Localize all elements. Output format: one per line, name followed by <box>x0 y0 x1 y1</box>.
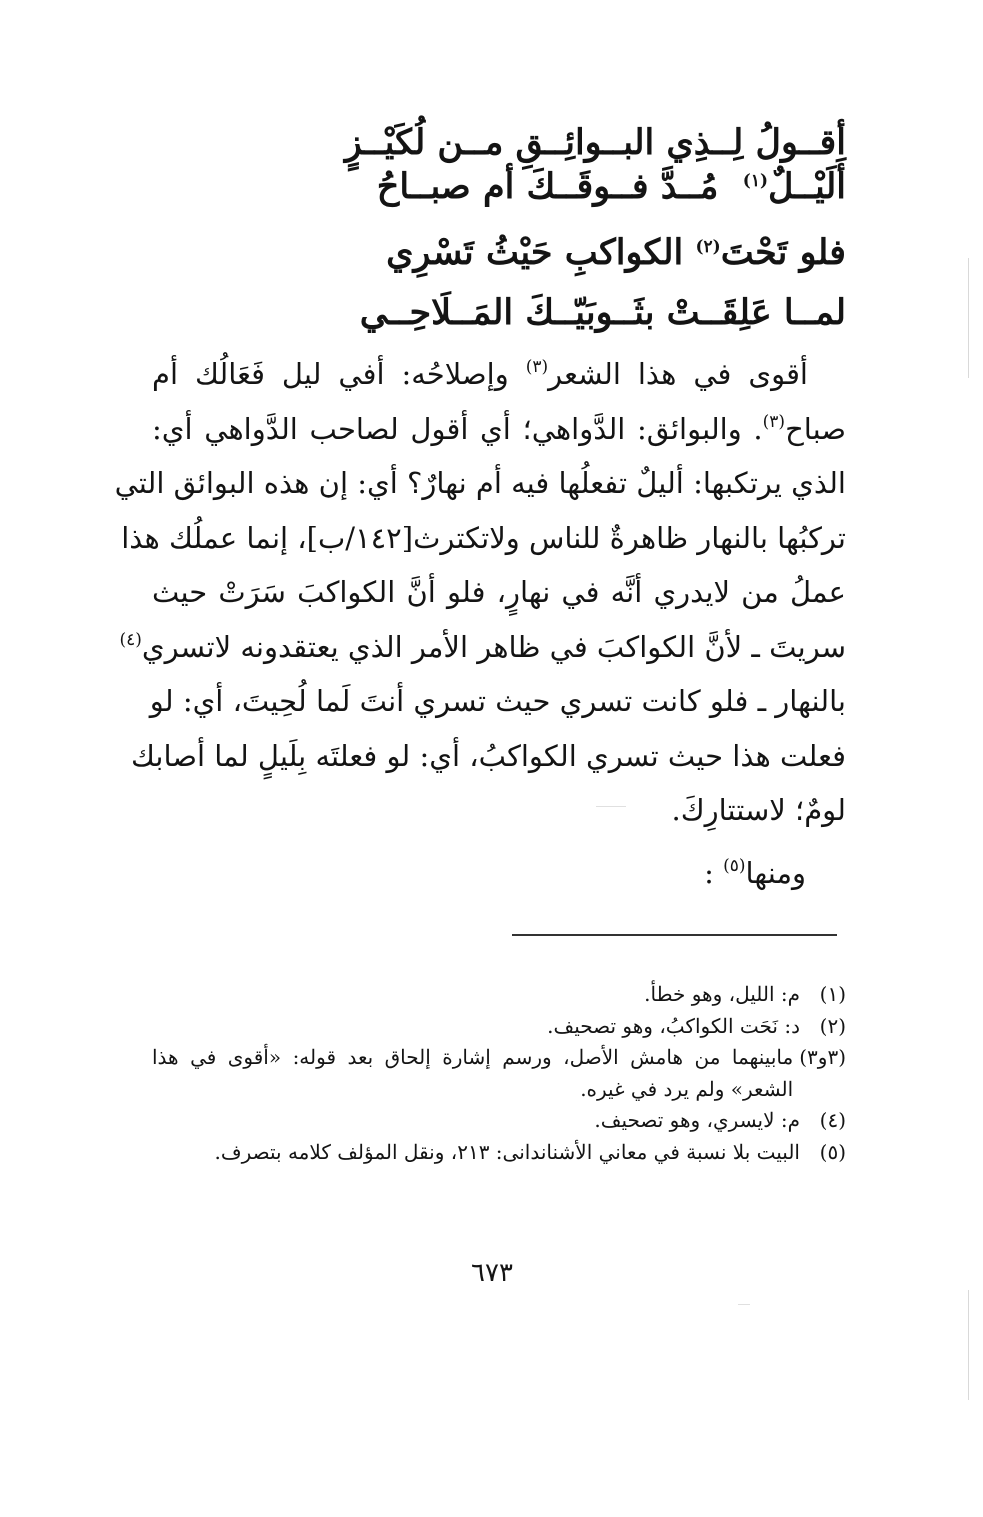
footnote-ref-4[interactable]: (٤) <box>119 629 142 650</box>
page-number: ٦٧٣ <box>471 1258 513 1288</box>
body-line-9: لومٌ؛ لاستتارِكَ. <box>671 793 846 827</box>
footnote-number: (١) <box>819 982 846 1006</box>
scan-edge-mark <box>968 1290 969 1400</box>
menha-text: ومنها <box>745 856 806 890</box>
footnotes <box>152 979 846 1168</box>
footnote-ref-3b[interactable]: (٣) <box>762 411 786 432</box>
footnote-3 <box>152 1042 846 1105</box>
scan-speck <box>738 1304 750 1305</box>
footnote-ref-5[interactable]: (٥) <box>723 856 746 876</box>
body-line-2-b: . والبوائق: الدَّواهي؛ أي أقول لصاحب الدَّواهي أي: <box>152 411 763 446</box>
body-line-6 <box>119 620 846 675</box>
body-line-1-b: وإصلاحُه: أفي ليل فَعَالُك أم <box>152 357 526 391</box>
footnote-text: د: نَحَت الكواكبُ، وهو تصحيف. <box>547 1013 800 1038</box>
body-line-3: الذي يرتكبها: أليلٌ تفعلُها فيه أم نهارٌ؟ أي: إن هذه البوائق التي <box>114 466 846 500</box>
footnote-ref-1[interactable]: (١) <box>742 171 769 191</box>
footnote-text: البيت بلا نسبة في معاني الأشناندانى: ٢١٣، ونقل المؤلف كلامه بتصرف. <box>214 1139 800 1164</box>
footnote-number: (٥) <box>819 1139 846 1164</box>
footnote-text: مابينهما من هامش الأصل، ورسم إشارة إلحاق بعد قوله: «أقوى في هذا الشعر» ولم يرد في غيره. <box>152 1045 794 1101</box>
footnote-1 <box>152 979 846 1011</box>
footnote-2 <box>152 1011 846 1043</box>
footnote-ref-2[interactable]: (٢) <box>695 237 721 257</box>
verse-1-text: أقــولُ لِــذِي البــوائِــقِ مــن لُكَيْــزٍ <box>344 122 846 163</box>
footnote-4 <box>152 1105 846 1137</box>
verse-line-2 <box>377 165 846 209</box>
footnote-number: (٤) <box>819 1108 846 1132</box>
verse-4-text: لمــا عَلِقَــتْ بثَــوبَيّــكَ المَــلَاحِــي <box>359 292 846 333</box>
body-line-4: تركبُها بالنهار ظاهرةٌ للناس ولاتكترث[١٤٢/ب]، إنما عملُك هذا <box>121 520 846 555</box>
verse-3-text: الكواكبِ حَيْثُ تَسْرِي <box>386 232 684 273</box>
body-line-1-a: أقوى في هذا الشعر <box>548 357 808 391</box>
verse-2-start: أَلَيْــلٌ <box>768 166 846 207</box>
body-line-2-a: صباح <box>785 411 846 446</box>
verse-line-4 <box>360 291 846 335</box>
footnote-text: م: الليل، وهو خطأ. <box>644 982 800 1006</box>
body-line-8: فعلت هذا حيث تسري الكواكبُ، أي: لو فعلتَه بِلَيلٍ لما أصابك <box>130 738 846 773</box>
footnote-separator <box>512 934 837 936</box>
footnote-number: (٢) <box>819 1013 846 1038</box>
commentary-paragraph <box>114 347 846 838</box>
body-line-7: بالنهار ـ فلو كانت تسري حيث تسري أنتَ لَما لُحِيتَ، أي: لو <box>149 684 846 718</box>
footnote-number: (٣و٣) <box>799 1045 846 1069</box>
footnote-5 <box>152 1137 846 1169</box>
scan-edge-mark <box>968 258 969 378</box>
body-line-6-a: سريتَ ـ لأنَّ الكواكبَ في ظاهر الأمر الذي يعتقدونه لاتسري <box>141 629 846 664</box>
body-line-5: عملُ من لايدري أنَّه في نهارٍ، فلو أنَّ الكواكبَ سَرَتْ حيث <box>152 575 846 609</box>
body-line-1 <box>152 347 846 402</box>
menha-colon: : <box>704 856 724 890</box>
verse-2-text: مُــدَّ فــوقَــكَ أم صبــاحُ <box>376 166 719 207</box>
verse-3-start: فلو تَحْتَ <box>720 232 846 273</box>
body-line-2 <box>152 402 846 457</box>
menha-line <box>704 848 806 898</box>
scan-speck <box>596 806 626 807</box>
verse-line-1 <box>345 121 846 165</box>
verse-line-3 <box>386 231 846 275</box>
footnote-text: م: لايسري، وهو تصحيف. <box>594 1108 800 1132</box>
footnote-ref-3a[interactable]: (٣) <box>525 357 549 377</box>
